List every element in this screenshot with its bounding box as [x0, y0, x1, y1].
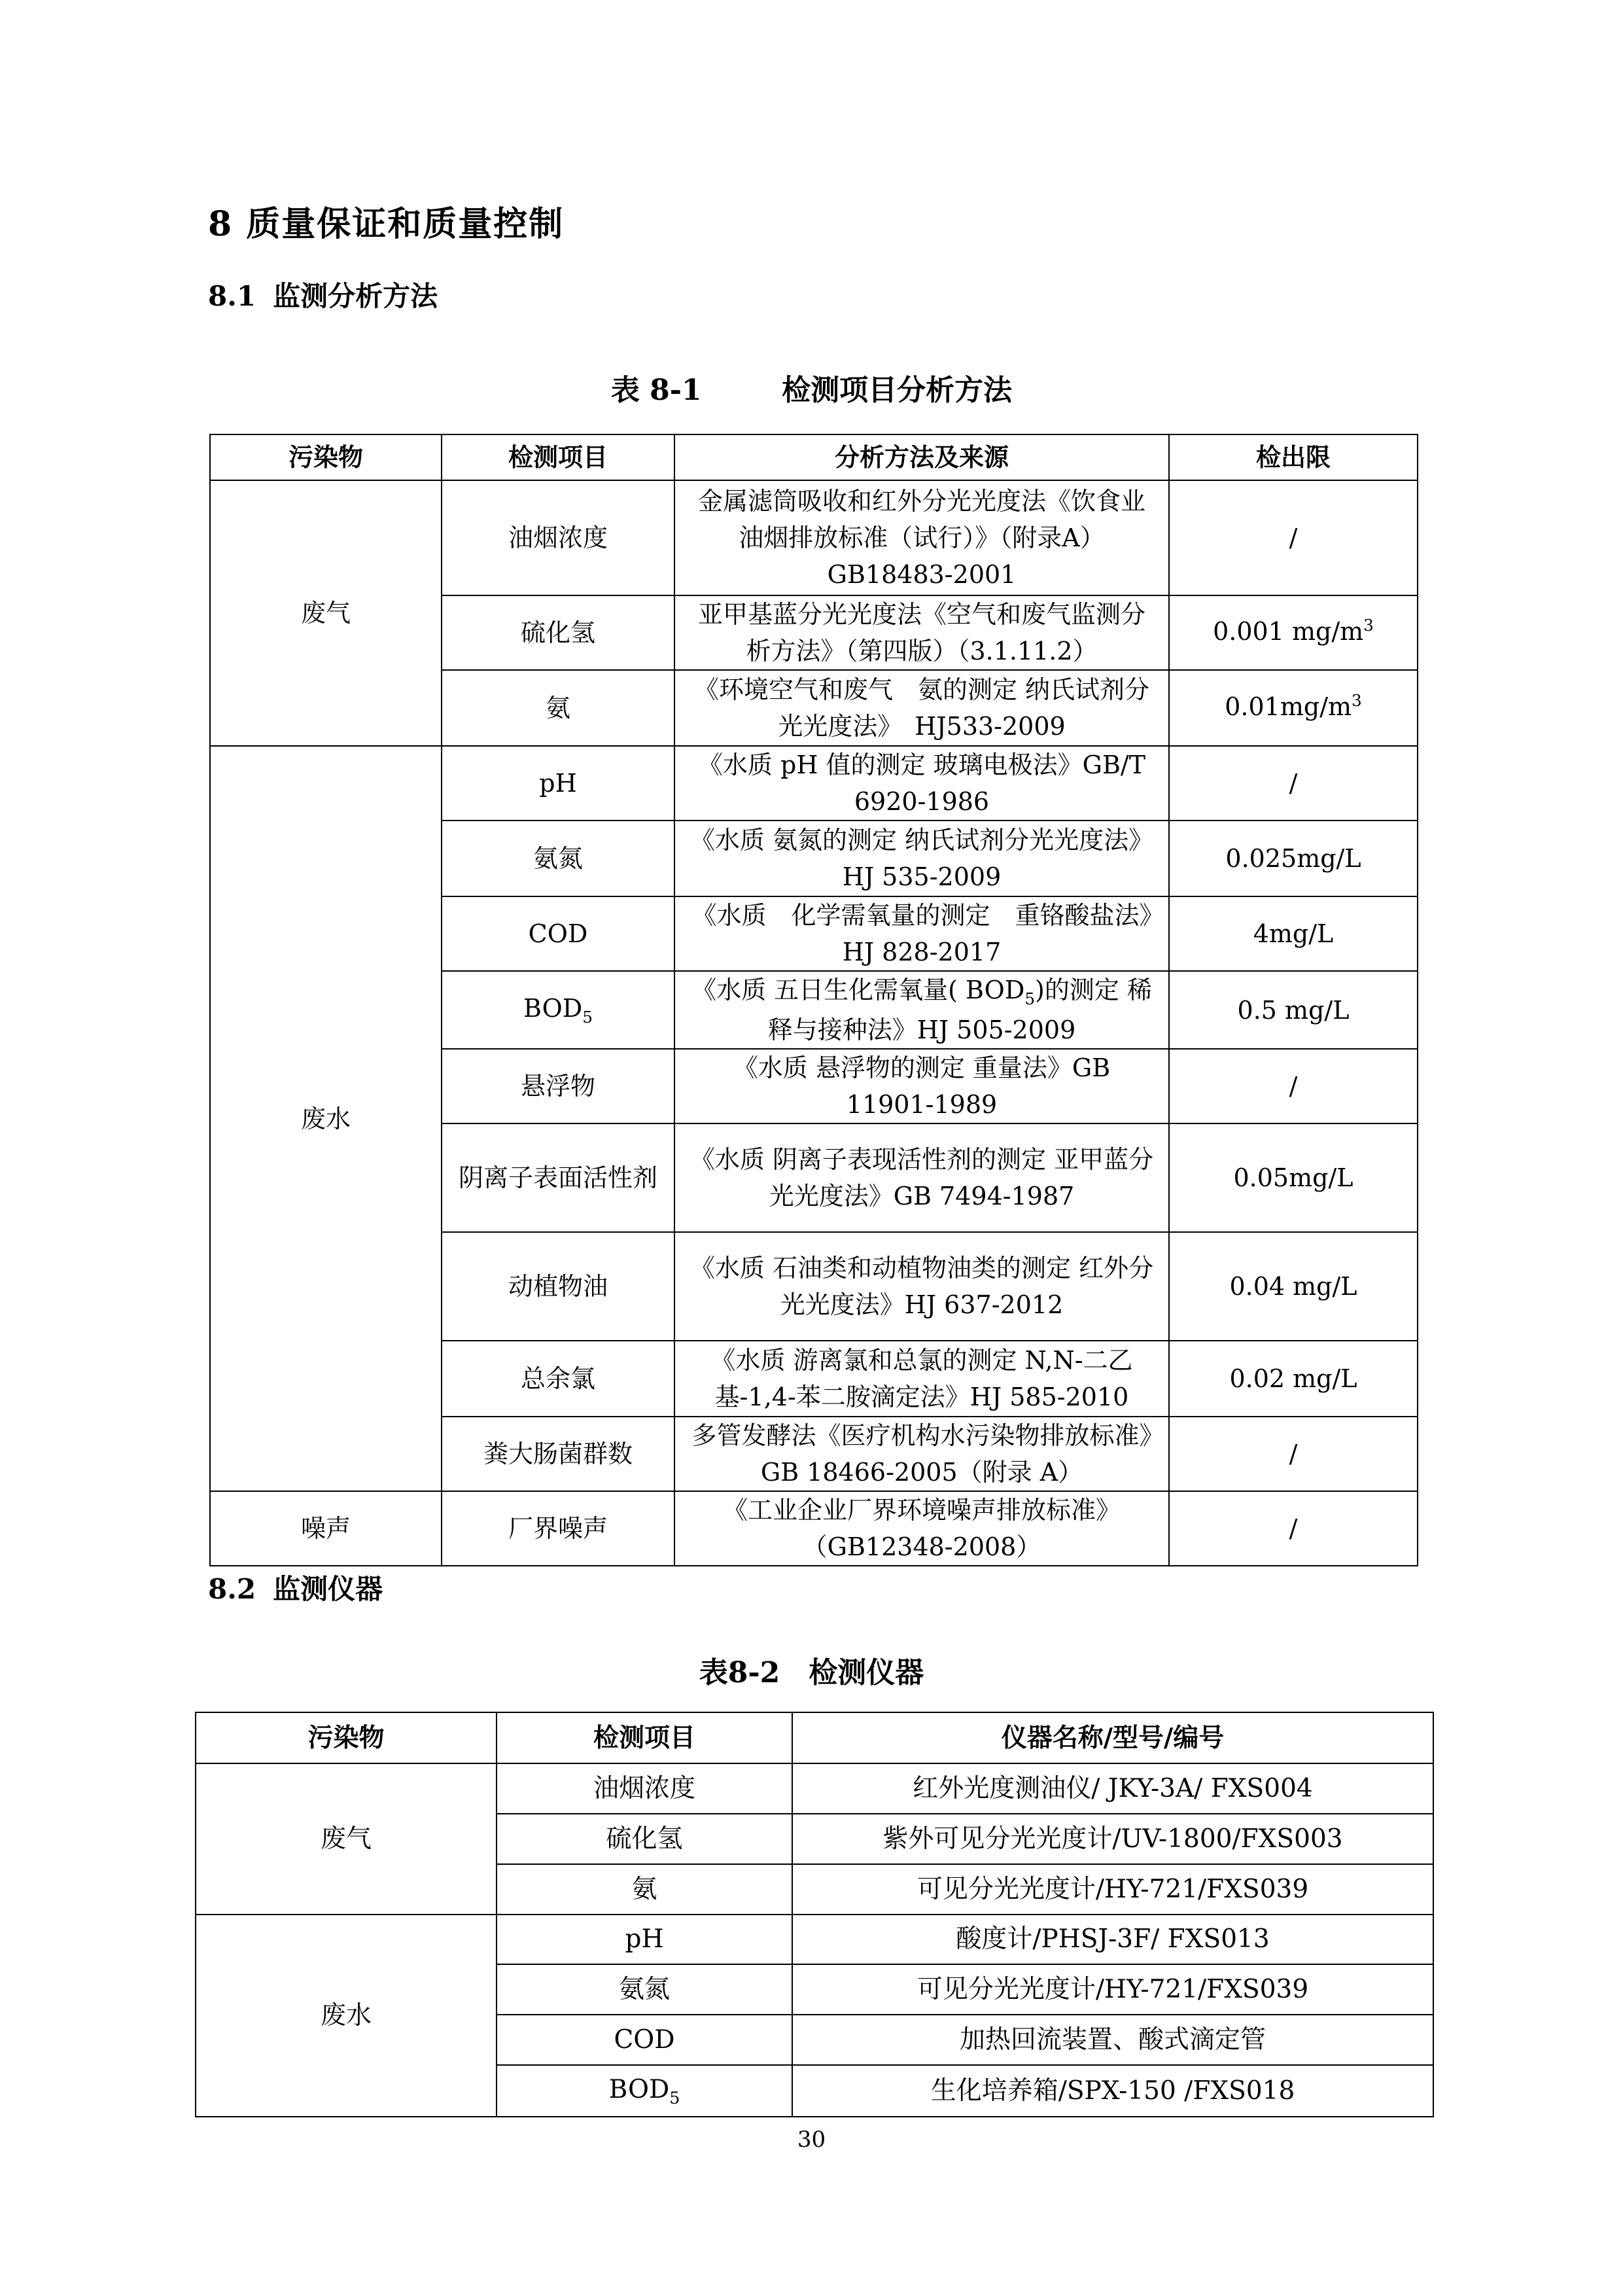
subsection-heading-8-2	[208, 1568, 383, 1607]
method-cell: 《水质 石油类和动植物油类的测定 红外分光光度法》HJ 637-2012	[674, 1232, 1169, 1341]
item-text: BOD	[523, 994, 583, 1023]
subsection-number: 8.1	[208, 280, 256, 312]
item-cell: pH	[497, 1915, 792, 1964]
section-number: 8	[208, 204, 234, 244]
method-cell: 《水质 悬浮物的测定 重量法》GB 11901-1989	[674, 1049, 1169, 1123]
item-cell: 氨氮	[497, 1964, 792, 2015]
method-subscript: 5	[1024, 989, 1036, 1008]
instrument-cell: 红外光度测油仪/ JKY-3A/ FXS004	[792, 1763, 1433, 1814]
table-8-2-caption: 表8-2 检测仪器	[699, 1656, 924, 1689]
table-8-1-caption: 表 8-1 检测项目分析方法	[610, 374, 1013, 407]
item-cell: 动植物油	[442, 1232, 674, 1341]
method-cell: 《水质 阴离子表现活性剂的测定 亚甲蓝分光光度法》GB 7494-1987	[674, 1123, 1169, 1232]
limit-cell: 4mg/L	[1169, 896, 1418, 971]
item-cell: 油烟浓度	[442, 480, 674, 595]
table-row	[196, 1763, 1433, 1814]
item-cell: 油烟浓度	[497, 1763, 792, 1814]
pollutant-cell: 噪声	[210, 1491, 442, 1566]
table-row	[210, 1491, 1418, 1566]
limit-cell: 0.04 mg/L	[1169, 1232, 1418, 1341]
instrument-cell: 紫外可见分光光度计/UV-1800/FXS003	[792, 1814, 1433, 1864]
item-cell: 硫化氢	[442, 595, 674, 670]
limit-superscript: 3	[1352, 690, 1362, 710]
limit-value: 0.01mg/m	[1225, 692, 1352, 721]
limit-cell: /	[1169, 746, 1418, 821]
method-cell: 《环境空气和废气 氨的测定 纳氏试剂分光光度法》 HJ533-2009	[674, 670, 1169, 746]
instrument-cell: 可见分光光度计/HY-721/FXS039	[792, 1864, 1433, 1915]
page-number: 30	[797, 2127, 826, 2153]
item-text: BOD	[608, 2075, 670, 2104]
limit-cell	[1169, 670, 1418, 746]
subsection-heading-8-1	[208, 275, 438, 314]
method-cell: 亚甲基蓝分光光度法《空气和废气监测分析方法》（第四版）（3.1.11.2）	[674, 595, 1169, 670]
header-pollutant: 污染物	[196, 1712, 497, 1763]
method-cell: 多管发酵法《医疗机构水污染物排放标准》GB 18466-2005（附录 A）	[674, 1417, 1169, 1491]
item-cell: 硫化氢	[497, 1814, 792, 1864]
pollutant-cell: 废气	[196, 1763, 497, 1915]
instrument-cell: 加热回流装置、酸式滴定管	[792, 2015, 1433, 2065]
table-header-row	[210, 434, 1418, 480]
instrument-cell: 生化培养箱/SPX-150 /FXS018	[792, 2065, 1433, 2117]
method-cell: 《水质 pH 值的测定 玻璃电极法》GB/T 6920-1986	[674, 746, 1169, 821]
method-cell: 《水质 氨氮的测定 纳氏试剂分光光度法》HJ 535-2009	[674, 821, 1169, 896]
instrument-cell: 酸度计/PHSJ-3F/ FXS013	[792, 1915, 1433, 1964]
item-cell: 阴离子表面活性剂	[442, 1123, 674, 1232]
method-text-a: 《水质 五日生化需氧量( BOD	[691, 976, 1025, 1004]
item-cell: COD	[442, 896, 674, 971]
header-limit: 检出限	[1169, 434, 1418, 480]
item-cell: 氨	[497, 1864, 792, 1915]
header-item: 检测项目	[442, 434, 674, 480]
method-cell	[674, 971, 1169, 1049]
item-cell: 氨氮	[442, 821, 674, 896]
item-cell: 粪大肠菌群数	[442, 1417, 674, 1491]
item-cell	[442, 971, 674, 1049]
instrument-table	[195, 1712, 1434, 2117]
item-cell: 氨	[442, 670, 674, 746]
limit-cell: 0.02 mg/L	[1169, 1341, 1418, 1417]
item-cell	[497, 2065, 792, 2117]
limit-superscript: 3	[1363, 615, 1374, 635]
method-cell: 《水质 游离氯和总氯的测定 N,N-二乙基-1,4-苯二胺滴定法》HJ 585-2010	[674, 1341, 1169, 1417]
method-cell: 《水质 化学需氧量的测定 重铬酸盐法》HJ 828-2017	[674, 896, 1169, 971]
method-cell: 《工业企业厂界环境噪声排放标准》（GB12348-2008）	[674, 1491, 1169, 1566]
item-cell: 厂界噪声	[442, 1491, 674, 1566]
header-method: 分析方法及来源	[674, 434, 1169, 480]
limit-cell: /	[1169, 480, 1418, 595]
method-cell: 金属滤筒吸收和红外分光光度法《饮食业油烟排放标准（试行）》（附录A）GB18483-2001	[674, 480, 1169, 595]
section-heading	[208, 196, 564, 245]
header-instrument: 仪器名称/型号/编号	[792, 1712, 1433, 1763]
limit-cell: /	[1169, 1491, 1418, 1566]
table-header-row	[196, 1712, 1433, 1763]
limit-cell: 0.025mg/L	[1169, 821, 1418, 896]
pollutant-cell: 废气	[210, 480, 442, 746]
limit-cell	[1169, 595, 1418, 670]
limit-cell: 0.5 mg/L	[1169, 971, 1418, 1049]
item-cell: 总余氯	[442, 1341, 674, 1417]
header-item: 检测项目	[497, 1712, 792, 1763]
header-pollutant: 污染物	[210, 434, 442, 480]
limit-cell: /	[1169, 1417, 1418, 1491]
pollutant-cell: 废水	[210, 746, 442, 1491]
section-title: 质量保证和质量控制	[246, 204, 565, 244]
subsection-title: 监测分析方法	[273, 280, 438, 312]
table-row	[210, 480, 1418, 595]
table-row	[196, 1915, 1433, 1964]
instrument-cell: 可见分光光度计/HY-721/FXS039	[792, 1964, 1433, 2015]
table-row	[210, 746, 1418, 821]
pollutant-cell: 废水	[196, 1915, 497, 2117]
analysis-method-table	[209, 434, 1418, 1566]
subsection-number: 8.2	[208, 1573, 256, 1605]
subsection-title: 监测仪器	[273, 1573, 383, 1605]
limit-cell: 0.05mg/L	[1169, 1123, 1418, 1232]
item-cell: pH	[442, 746, 674, 821]
limit-cell: /	[1169, 1049, 1418, 1123]
method-text-b: )的测定 稀释与接种法》HJ 505-2009	[767, 976, 1152, 1044]
item-cell: COD	[497, 2015, 792, 2065]
item-subscript: 5	[669, 2087, 680, 2108]
item-cell: 悬浮物	[442, 1049, 674, 1123]
item-subscript: 5	[582, 1007, 593, 1027]
limit-value: 0.001 mg/m	[1213, 616, 1364, 646]
